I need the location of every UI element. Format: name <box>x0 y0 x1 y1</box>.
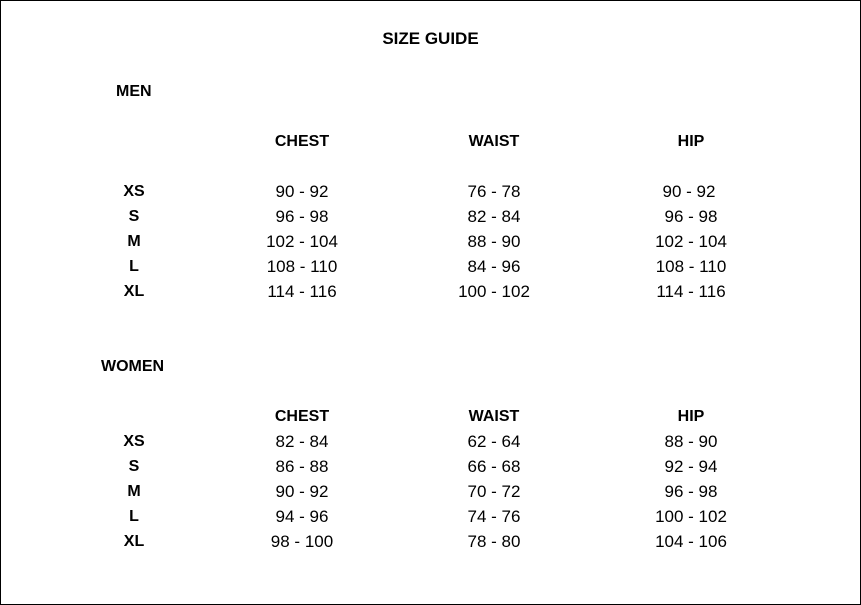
women-size-xl: XL <box>123 533 145 550</box>
women-size-xs: XS <box>123 433 145 450</box>
women-hip-s: 92 - 94 <box>664 457 718 476</box>
women-waist-xs: 62 - 64 <box>467 432 521 451</box>
men-header-hip: HIP <box>677 133 705 150</box>
women-hip-l: 100 - 102 <box>655 507 727 526</box>
women-hip-m: 96 - 98 <box>664 482 718 501</box>
men-hip-xl: 114 - 116 <box>656 282 726 301</box>
men-waist-m: 88 - 90 <box>467 232 521 251</box>
women-hip-xs: 88 - 90 <box>664 432 718 451</box>
men-hip-l: 108 - 110 <box>655 257 727 276</box>
men-waist-xl: 100 - 102 <box>458 282 530 301</box>
women-size-l: L <box>129 508 139 525</box>
men-chest-s: 96 - 98 <box>275 207 329 226</box>
women-header-waist: WAIST <box>468 408 520 425</box>
women-chest-s: 86 - 88 <box>275 457 329 476</box>
women-hip-xl: 104 - 106 <box>655 532 727 551</box>
men-chest-l: 108 - 110 <box>266 257 338 276</box>
men-chest-m: 102 - 104 <box>266 232 338 251</box>
men-size-xl: XL <box>123 283 145 300</box>
men-size-m: M <box>127 233 141 250</box>
women-waist-xl: 78 - 80 <box>467 532 521 551</box>
women-header-chest: CHEST <box>274 408 330 425</box>
men-size-s: S <box>128 208 140 225</box>
men-size-l: L <box>129 258 139 275</box>
men-section-title: MEN <box>116 83 152 100</box>
men-size-xs: XS <box>123 183 145 200</box>
men-hip-m: 102 - 104 <box>655 232 727 251</box>
men-header-waist: WAIST <box>468 133 520 150</box>
men-hip-xs: 90 - 92 <box>662 182 716 201</box>
women-size-m: M <box>127 483 141 500</box>
women-chest-xs: 82 - 84 <box>275 432 329 451</box>
men-header-chest: CHEST <box>274 133 330 150</box>
women-chest-m: 90 - 92 <box>275 482 329 501</box>
men-waist-s: 82 - 84 <box>467 207 521 226</box>
page-title: SIZE GUIDE <box>382 29 479 48</box>
men-waist-l: 84 - 96 <box>467 257 521 276</box>
women-chest-xl: 98 - 100 <box>270 532 334 551</box>
women-header-hip: HIP <box>677 408 705 425</box>
women-waist-l: 74 - 76 <box>467 507 521 526</box>
men-chest-xl: 114 - 116 <box>267 282 337 301</box>
men-hip-s: 96 - 98 <box>664 207 718 226</box>
men-waist-xs: 76 - 78 <box>467 182 521 201</box>
women-chest-l: 94 - 96 <box>275 507 329 526</box>
women-waist-m: 70 - 72 <box>467 482 521 501</box>
women-waist-s: 66 - 68 <box>467 457 521 476</box>
women-size-s: S <box>128 458 140 475</box>
women-section-title: WOMEN <box>101 358 165 375</box>
men-chest-xs: 90 - 92 <box>275 182 329 201</box>
